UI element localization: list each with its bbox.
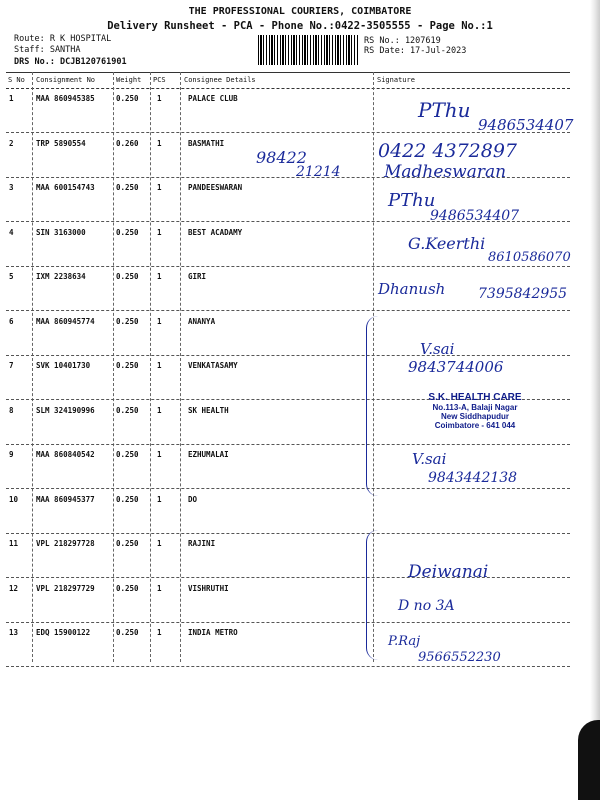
row-pcs: 1 (157, 583, 162, 593)
row-weight: 0.250 (116, 450, 139, 459)
col-header-sno: S No (8, 76, 25, 84)
row-consignee: RAJINI (188, 539, 216, 548)
rs-number: RS No.: 1207619 (364, 36, 441, 46)
row-consignment-no: MAA 860945774 (36, 316, 95, 326)
handwritten-brace (366, 530, 381, 660)
row-weight: 0.250 (116, 405, 139, 415)
handwritten-phone: 7395842955 (478, 286, 568, 302)
handwritten-name: Madheswaran (384, 162, 507, 182)
row-consignee: BEST ACADAMY (188, 227, 243, 237)
row-weight: 0.250 (116, 183, 139, 192)
row-pcs: 1 (157, 316, 162, 326)
handwritten-signature: G.Keerthi (408, 234, 486, 253)
row-consignment-no: TRP 5890554 (36, 138, 86, 148)
row-consignee: PANDEESWARAN (188, 183, 243, 192)
table-top-border (6, 72, 570, 73)
row-consignee: ANANYA (188, 316, 216, 326)
stamp-address-line: Coimbatore - 641 044 (434, 421, 516, 430)
row-pcs: 1 (157, 227, 162, 237)
row-pcs: 1 (157, 138, 162, 148)
col-header-consignee: Consignee Details (184, 76, 256, 84)
row-consignee: PALACE CLUB (188, 94, 238, 103)
row-sno: 5 (9, 272, 14, 281)
handwritten-phone: 9486534407 (478, 116, 574, 134)
scan-edge-shadow (590, 0, 600, 800)
rs-date: RS Date: 17-Jul-2023 (364, 46, 467, 56)
row-consignment-no: SIN 3163000 (36, 227, 86, 237)
table-row (0, 491, 600, 535)
row-sno: 13 (9, 628, 19, 637)
row-consignment-no: IXM 2238634 (36, 272, 86, 281)
row-consignee: EZHUMALAI (188, 450, 229, 459)
table-row (0, 624, 600, 668)
barcode (258, 35, 358, 65)
row-consignee: GIRI (188, 272, 207, 281)
row-sno: 9 (9, 450, 14, 459)
runsheet-subtitle: Delivery Runsheet - PCA - Phone No.:0422-3505555 - Page No.:1 (107, 20, 493, 32)
table-header-border (6, 88, 570, 89)
handwritten-brace (366, 316, 381, 496)
row-pcs: 1 (157, 494, 162, 504)
staff-label: Staff: SANTHA (14, 45, 81, 55)
handwritten-phone: 9843744006 (408, 358, 504, 376)
handwritten-signature: Deiwanai (408, 562, 489, 582)
row-consignment-no: MAA 600154743 (36, 183, 95, 192)
row-separator (6, 666, 570, 667)
row-pcs: 1 (157, 450, 162, 459)
table-row (0, 535, 600, 579)
row-sno: 4 (9, 227, 14, 237)
row-separator (6, 444, 570, 445)
row-sno: 6 (9, 316, 14, 326)
col-header-signature: Signature (377, 76, 415, 84)
row-consignee: DO (188, 494, 198, 504)
row-weight: 0.250 (116, 628, 139, 637)
row-pcs: 1 (157, 628, 162, 637)
handwritten-signature: PThu (418, 98, 471, 122)
handwritten-phone: 8610586070 (488, 250, 571, 265)
row-consignment-no: MAA 860945385 (36, 94, 95, 103)
row-consignment-no: SLM 324190996 (36, 405, 95, 415)
table-row (0, 580, 600, 624)
row-separator (6, 622, 570, 623)
company-stamp (395, 392, 555, 430)
row-weight: 0.250 (116, 94, 139, 103)
row-pcs: 1 (157, 183, 162, 192)
row-sno: 12 (9, 583, 19, 593)
row-separator (6, 310, 570, 311)
stamp-name: S.K. HEALTH CARE (428, 392, 522, 403)
handwritten-phone: 9566552230 (418, 650, 501, 665)
row-separator (6, 266, 570, 267)
row-sno: 7 (9, 361, 14, 370)
row-consignee: BASMATHI (188, 138, 225, 148)
row-weight: 0.250 (116, 583, 139, 593)
row-weight: 0.250 (116, 361, 139, 370)
handwritten-phone: 0422 4372897 (378, 140, 518, 162)
row-consignment-no: EDQ 15900122 (36, 628, 91, 637)
handwritten-signature: V.sai (412, 450, 447, 468)
row-consignee: INDIA METRO (188, 628, 238, 637)
row-weight: 0.250 (116, 227, 139, 237)
company-title: THE PROFESSIONAL COURIERS, COIMBATORE (188, 6, 412, 17)
drs-number: DRS No.: DCJB120761901 (14, 57, 127, 67)
row-consignee: SK HEALTH (188, 405, 229, 415)
handwritten-phone: 9486534407 (430, 208, 520, 224)
row-sno: 8 (9, 405, 14, 415)
handwritten-signature: Dhanush (378, 280, 446, 298)
row-pcs: 1 (157, 405, 162, 415)
row-consignee: VISHRUTHI (188, 583, 229, 593)
col-header-weight: Weight (116, 76, 142, 84)
col-header-pcs: PCS (153, 76, 166, 84)
row-pcs: 1 (157, 94, 162, 103)
row-sno: 2 (9, 138, 14, 148)
handwritten-signature: V.sai (420, 340, 455, 358)
row-consignment-no: MAA 860945377 (36, 494, 95, 504)
row-weight: 0.260 (116, 138, 139, 148)
row-consignment-no: VPL 218297728 (36, 539, 95, 548)
handwritten-note: D no 3A (398, 598, 455, 614)
row-pcs: 1 (157, 539, 162, 548)
handwritten-phone: 9843442138 (428, 470, 518, 486)
row-consignment-no: VPL 218297729 (36, 583, 95, 593)
stamp-address-line: New Siddhapudur (441, 412, 509, 421)
row-weight: 0.250 (116, 539, 139, 548)
row-weight: 0.250 (116, 494, 139, 504)
row-consignment-no: MAA 860840542 (36, 450, 95, 459)
row-consignment-no: SVK 10401730 (36, 361, 91, 370)
scan-corner-shadow (578, 720, 600, 800)
row-separator (6, 533, 570, 534)
row-pcs: 1 (157, 272, 162, 281)
row-separator (6, 488, 570, 489)
row-sno: 11 (9, 539, 19, 548)
handwritten-signature: P.Raj (388, 634, 421, 649)
stamp-address-line: No.113-A, Balaji Nagar (432, 403, 518, 412)
row-weight: 0.250 (116, 316, 139, 326)
row-sno: 3 (9, 183, 14, 192)
col-header-consignment: Consignment No (36, 76, 96, 84)
row-separator (6, 355, 570, 356)
handwritten-note: 98422 (256, 148, 307, 167)
row-sno: 1 (9, 94, 14, 103)
row-consignee: VENKATASAMY (188, 361, 238, 370)
row-sno: 10 (9, 494, 19, 504)
handwritten-signature: PThu (388, 190, 436, 211)
route-label: Route: R K HOSPITAL (14, 34, 112, 44)
handwritten-note: 21214 (296, 164, 341, 180)
row-pcs: 1 (157, 361, 162, 370)
table-row (0, 313, 600, 357)
row-weight: 0.250 (116, 272, 139, 281)
